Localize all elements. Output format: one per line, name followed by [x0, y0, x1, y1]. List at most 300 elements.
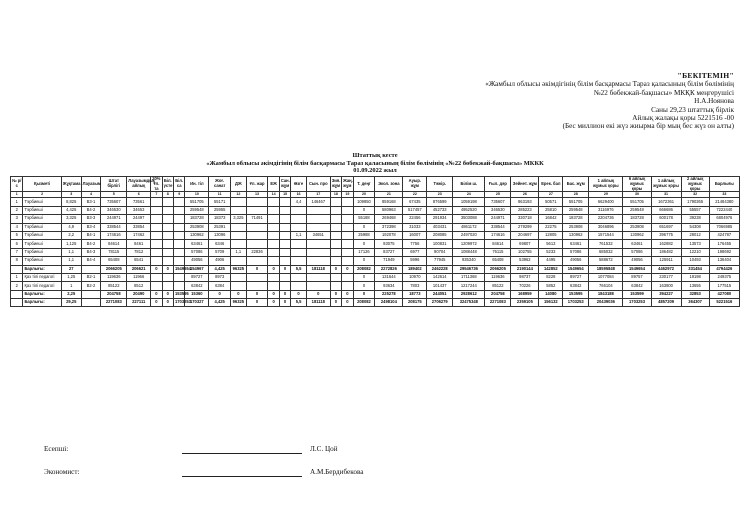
table-cell: 5852	[539, 282, 563, 290]
table-cell: 19198	[681, 273, 709, 281]
table-cell: 32853	[681, 290, 709, 298]
table-cell	[330, 273, 341, 281]
table-cell: 208082	[353, 299, 375, 307]
table-cell	[173, 248, 184, 256]
column-header: Экол. зона	[375, 177, 403, 192]
column-number: 13	[246, 192, 268, 198]
table-cell: 1	[11, 198, 23, 206]
table-cell: 2	[11, 282, 23, 290]
table-cell: 244051	[427, 290, 453, 298]
table-cell: 18773	[403, 290, 427, 298]
table-cell: 55188	[353, 215, 375, 223]
table-cell: 49056	[623, 257, 651, 265]
table-cell: 3,325	[61, 215, 81, 223]
table-cell: 8461	[127, 240, 151, 248]
table-cell	[279, 248, 290, 256]
table-cell	[173, 240, 184, 248]
column-header: Барлығы	[709, 177, 739, 192]
table-cell: Тәрбиеші	[23, 231, 61, 239]
table-cell: 11966	[127, 273, 151, 281]
table-cell: 331454	[681, 265, 709, 273]
table-cell	[306, 273, 330, 281]
table-cell	[330, 282, 341, 290]
table-cell: 119636	[485, 273, 511, 281]
table-cell: 63461	[623, 240, 651, 248]
table-cell	[268, 273, 279, 281]
table-cell: 71949	[375, 257, 403, 265]
table-cell: 0	[209, 290, 231, 298]
table-row	[11, 273, 740, 281]
table-cell: 0	[279, 265, 290, 273]
table-cell: 4857209	[651, 299, 681, 307]
column-header: Біл. үсте	[162, 177, 173, 192]
table-cell	[342, 282, 353, 290]
table-cell: 34651	[306, 231, 330, 239]
column-number: 23	[427, 192, 453, 198]
table-cell: 192078	[375, 231, 403, 239]
table-cell: 2706279	[427, 299, 453, 307]
table-cell: 8	[11, 257, 23, 265]
table-cell: 227111	[127, 299, 151, 307]
table-cell	[268, 248, 279, 256]
table-cell: 14080	[539, 290, 563, 298]
table-cell	[246, 198, 268, 206]
column-header: Штат бірлігі	[101, 177, 127, 192]
table-cell	[151, 282, 162, 290]
table-cell: 1549654	[563, 265, 589, 273]
table-cell: 183728	[563, 215, 589, 223]
table-cell	[306, 248, 330, 256]
column-number: 9	[173, 192, 184, 198]
table-cell: 5709	[209, 248, 231, 256]
accountant-name: Л.С. Цой	[310, 445, 338, 453]
column-header: 6 айлық жұмыс қоры	[623, 177, 651, 192]
table-cell	[151, 257, 162, 265]
table-cell: 84614	[485, 240, 511, 248]
table-cell: 90704	[427, 248, 453, 256]
table-cell: 0	[268, 265, 279, 273]
table-cell: 206621	[127, 265, 151, 273]
table-cell: Барлығы:	[23, 299, 61, 307]
table-cell: 142614	[427, 273, 453, 281]
table-cell: 33854	[127, 223, 151, 231]
table-cell: 22456	[403, 215, 427, 223]
table-cell: 859168	[375, 198, 403, 206]
table-cell: 5	[11, 231, 23, 239]
table-cell	[291, 240, 307, 248]
table-cell	[342, 248, 353, 256]
approval-line: (Бес миллион екі жүз жиырма бір мың бес жүз он алты)	[562, 122, 734, 131]
table-cell	[231, 240, 247, 248]
table-cell: 0	[330, 299, 341, 307]
table-cell: 1703253	[623, 299, 651, 307]
table-cell: 1549654	[623, 265, 651, 273]
table-cell: 0	[162, 290, 173, 298]
table-cell	[279, 198, 290, 206]
table-cell: 8512	[127, 282, 151, 290]
table-cell: 0	[342, 299, 353, 307]
table-cell	[342, 198, 353, 206]
table-cell: 4952520	[453, 206, 485, 214]
table-cell: 22836	[246, 248, 268, 256]
table-cell: 1217244	[453, 282, 485, 290]
table-cell: 0	[291, 290, 307, 298]
table-cell: 63842	[185, 282, 209, 290]
table-cell: 100831	[427, 240, 453, 248]
table-cell: 1	[11, 273, 23, 281]
table-cell: 25955	[209, 206, 231, 214]
approval-heading: "БЕКІТЕМІН"	[677, 71, 734, 80]
table-cell: 16842	[539, 215, 563, 223]
table-cell: 3503088	[453, 215, 485, 223]
table-cell: 102755	[511, 248, 539, 256]
table-cell: 20490	[127, 290, 151, 298]
table-cell: 253908	[563, 223, 589, 231]
table-cell: 6384	[209, 282, 231, 290]
table-cell: 2271083	[485, 299, 511, 307]
column-number: 8	[162, 192, 173, 198]
table-cell	[291, 248, 307, 256]
table-cell: 4,425	[61, 206, 81, 214]
table-cell: 163800	[651, 282, 681, 290]
table-cell: 130962	[185, 231, 209, 239]
column-header: 2 айлық жұмыс қоры	[681, 177, 709, 192]
table-cell	[291, 206, 307, 214]
table-cell: 2,2	[61, 231, 81, 239]
table-cell	[11, 265, 23, 273]
table-cell	[162, 198, 173, 206]
table-cell: 225278	[375, 290, 403, 298]
table-cell: 22275	[539, 223, 563, 231]
table-cell: 3046896	[589, 223, 623, 231]
table-cell: 1,1	[61, 257, 81, 265]
column-header: № р/с	[11, 177, 23, 192]
column-header: Қызметі	[23, 177, 61, 192]
table-cell: 1843188	[589, 290, 623, 298]
table-cell: 580963	[375, 206, 403, 214]
table-cell: 0	[330, 265, 341, 273]
table-cell: 735607	[101, 198, 127, 206]
table-cell: 1,125	[61, 240, 81, 248]
table-row	[11, 215, 740, 223]
table-cell: 4861172	[453, 223, 485, 231]
table-cell: Тәрбиеші	[23, 240, 61, 248]
table-cell: 424787	[709, 231, 739, 239]
table-cell: 101437	[427, 282, 453, 290]
table-cell: 403431	[427, 223, 453, 231]
table-cell: 346530	[485, 206, 511, 214]
table-cell	[162, 273, 173, 281]
column-header: 20% Ұл. та	[152, 176, 161, 191]
table-cell	[268, 206, 279, 214]
table-cell: 766104	[589, 282, 623, 290]
table-cell: 57086	[563, 248, 589, 256]
table-cell: 1209972	[453, 240, 485, 248]
table-cell: 0	[279, 290, 290, 298]
table-cell	[279, 282, 290, 290]
table-cell: 183728	[623, 215, 651, 223]
table-cell	[246, 231, 268, 239]
column-number: 14	[268, 192, 279, 198]
column-number: 17	[306, 192, 330, 198]
table-cell: 17126	[353, 248, 375, 256]
table-cell: 1059198	[453, 198, 485, 206]
column-number: 19	[342, 192, 353, 198]
table-cell: 73561	[127, 198, 151, 206]
table-cell: 208175	[403, 299, 427, 307]
table-cell	[151, 231, 162, 239]
table-cell: 136404	[709, 257, 739, 265]
table-cell: 2,25	[61, 290, 81, 298]
table-cell: 183728	[185, 215, 209, 223]
table-cell	[330, 231, 341, 239]
table-header-row	[11, 177, 740, 192]
table-cell	[162, 231, 173, 239]
column-number: 10	[185, 192, 209, 198]
table-cell: 1	[61, 282, 81, 290]
table-cell: Барлығы:	[23, 290, 61, 298]
table-cell: 2066205	[101, 265, 127, 273]
table-cell: 1703253	[173, 299, 184, 307]
table-cell: 27	[61, 265, 81, 273]
table-cell: 204758	[485, 290, 511, 298]
table-cell: 2204736	[589, 215, 623, 223]
table-cell: 10493	[681, 257, 709, 265]
table-cell	[342, 206, 353, 214]
accountant-role: Есепші:	[44, 445, 69, 453]
column-number: 6	[127, 192, 151, 198]
column-number: 15	[279, 192, 290, 198]
table-cell: 735607	[485, 198, 511, 206]
table-cell: 156132	[539, 299, 563, 307]
table-cell: 29,25	[61, 299, 81, 307]
title-line: 01.09.2022 жыл	[353, 167, 397, 175]
table-cell	[246, 240, 268, 248]
table-cell: 5233	[539, 248, 563, 256]
column-header: 1 айлық жұмыс қоры	[651, 177, 681, 192]
subtotal-row	[11, 290, 740, 298]
table-cell: 935340	[453, 257, 485, 265]
table-cell	[342, 273, 353, 281]
table-cell: 0	[353, 273, 375, 281]
table-cell: 21484380	[709, 198, 739, 206]
table-cell	[246, 282, 268, 290]
column-header: Ғыл. дәр	[485, 177, 511, 192]
column-header: Лауазым	[81, 177, 101, 192]
table-cell: 517457	[403, 206, 427, 214]
column-number: 26	[511, 192, 539, 198]
table-cell: 8,825	[61, 198, 81, 206]
table-cell	[342, 240, 353, 248]
table-cell: 49056	[185, 257, 209, 265]
table-cell: 78115	[101, 248, 127, 256]
table-cell: 25988	[353, 231, 375, 239]
table-cell: 29546736	[453, 265, 485, 273]
table-cell: 13573	[681, 240, 709, 248]
table-cell	[162, 223, 173, 231]
table-cell: 28012	[681, 231, 709, 239]
table-row	[11, 231, 740, 239]
column-header: Сын. про	[306, 177, 330, 192]
table-cell: 5996	[403, 257, 427, 265]
table-cell: 249375	[709, 273, 739, 281]
table-cell: 13655	[681, 282, 709, 290]
table-cell: 1703253	[563, 299, 589, 307]
table-cell: 6804976	[709, 215, 739, 223]
table-cell: 1571544	[589, 231, 623, 239]
table-cell	[306, 240, 330, 248]
table-cell	[81, 290, 101, 298]
table-cell: 85122	[101, 282, 127, 290]
table-cell: 0	[151, 265, 162, 273]
table-cell	[279, 215, 290, 223]
table-cell: В4-2	[81, 240, 101, 248]
table-cell: 20439036	[589, 299, 623, 307]
column-number: 21	[375, 192, 403, 198]
table-cell: 181118	[306, 265, 330, 273]
table-cell: 198692	[709, 248, 739, 256]
staff-table	[10, 176, 740, 307]
table-cell: 4462972	[651, 265, 681, 273]
table-cell: 12805	[539, 231, 563, 239]
table-cell: 2928612	[453, 290, 485, 298]
table-cell: 551705	[185, 198, 209, 206]
table-cell: 0	[151, 299, 162, 307]
table-cell	[81, 265, 101, 273]
table-cell: 330718	[511, 215, 539, 223]
column-number: 4	[81, 192, 101, 198]
table-cell: 0	[162, 299, 173, 307]
table-cell	[330, 257, 341, 265]
table-cell: 6346	[209, 240, 231, 248]
table-cell	[268, 257, 279, 265]
table-cell	[342, 257, 353, 265]
column-header: Жоғ. санат	[209, 177, 231, 192]
table-cell	[330, 240, 341, 248]
table-cell	[231, 282, 247, 290]
table-cell: 1,1	[291, 231, 307, 239]
table-cell: 1711368	[453, 273, 485, 281]
column-number: 33	[709, 192, 739, 198]
table-cell: 2272826	[375, 265, 403, 273]
table-cell: 4906	[209, 257, 231, 265]
table-cell: Тәрбиеші	[23, 223, 61, 231]
column-header: Өзге	[291, 177, 307, 192]
table-cell	[279, 273, 290, 281]
table-cell: 0	[342, 290, 353, 298]
table-cell: В4-1	[81, 231, 101, 239]
table-cell: Қаз тілі педагогі	[23, 273, 61, 281]
table-cell: 67435	[403, 198, 427, 206]
table-cell: 7812	[127, 248, 151, 256]
table-cell: 1,1	[61, 248, 81, 256]
table-cell: 89727	[185, 273, 209, 281]
table-cell	[279, 223, 290, 231]
table-cell: Тәрбиеші	[23, 198, 61, 206]
table-cell: 18373	[209, 215, 231, 223]
table-cell: 63461	[563, 240, 589, 248]
table-row	[11, 198, 740, 206]
table-cell: 3116976	[589, 206, 623, 214]
table-cell	[268, 282, 279, 290]
column-header: Ұл. жар	[246, 177, 268, 192]
column-number: 20	[353, 192, 375, 198]
table-cell	[162, 282, 173, 290]
table-cell: 176455	[709, 240, 739, 248]
table-cell	[279, 206, 290, 214]
table-cell: 154967	[185, 265, 209, 273]
table-cell	[291, 273, 307, 281]
column-number: 7	[151, 192, 162, 198]
table-cell: 54308	[681, 223, 709, 231]
table-cell: 17462	[127, 231, 151, 239]
accountant-signature-line	[182, 453, 302, 454]
table-cell	[162, 206, 173, 214]
table-cell	[330, 206, 341, 214]
table-cell: 89727	[563, 273, 589, 281]
table-cell: 396775	[651, 231, 681, 239]
table-cell	[246, 223, 268, 231]
table-cell: 0	[246, 265, 268, 273]
table-cell: 70226	[511, 282, 539, 290]
table-cell	[151, 223, 162, 231]
table-cell: 651697	[651, 223, 681, 231]
column-header: Ауыр. жұм	[403, 177, 427, 192]
table-cell: 551705	[563, 198, 589, 206]
table-cell: 5,5	[291, 265, 307, 273]
table-cell	[279, 240, 290, 248]
table-cell	[279, 231, 290, 239]
table-cell: 7	[11, 248, 23, 256]
table-cell	[246, 257, 268, 265]
table-cell	[173, 198, 184, 206]
table-cell: 39238	[681, 215, 709, 223]
table-cell: 279299	[511, 223, 539, 231]
table-cell	[231, 206, 247, 214]
table-cell: Қаз тілі педагогі	[23, 282, 61, 290]
table-cell: 49056	[563, 257, 589, 265]
table-cell	[173, 282, 184, 290]
table-cell: 181118	[306, 299, 330, 307]
column-header: Сан. жұм	[279, 177, 290, 192]
table-cell	[162, 248, 173, 256]
table-cell: 0	[353, 282, 375, 290]
table-cell	[151, 206, 162, 214]
column-number: 31	[651, 192, 681, 198]
table-cell: 6	[11, 240, 23, 248]
column-number: 24	[453, 192, 485, 198]
table-cell: В2-1	[81, 273, 101, 281]
table-cell	[291, 257, 307, 265]
table-cell: 3,325	[231, 215, 247, 223]
table-cell: 6541	[127, 257, 151, 265]
table-cell: 0	[353, 290, 375, 298]
table-cell: Тәрбиеші	[23, 215, 61, 223]
table-cell: 0	[279, 299, 290, 307]
table-cell: 1672361	[651, 198, 681, 206]
table-cell: 53962	[511, 257, 539, 265]
table-cell: 63842	[563, 282, 589, 290]
table-cell: 259548	[563, 206, 589, 214]
table-cell	[306, 206, 330, 214]
table-cell: 125911	[651, 257, 681, 265]
approval-line: «Жамбыл облысы әкімдігінің білім басқармасы Тараз қаласының білім бөлімінің	[485, 80, 734, 89]
table-cell: 55557	[681, 206, 709, 214]
table-cell: 131644	[375, 273, 403, 281]
table-cell	[268, 223, 279, 231]
table-cell: 204697	[511, 231, 539, 239]
table-cell: 285223	[511, 206, 539, 214]
